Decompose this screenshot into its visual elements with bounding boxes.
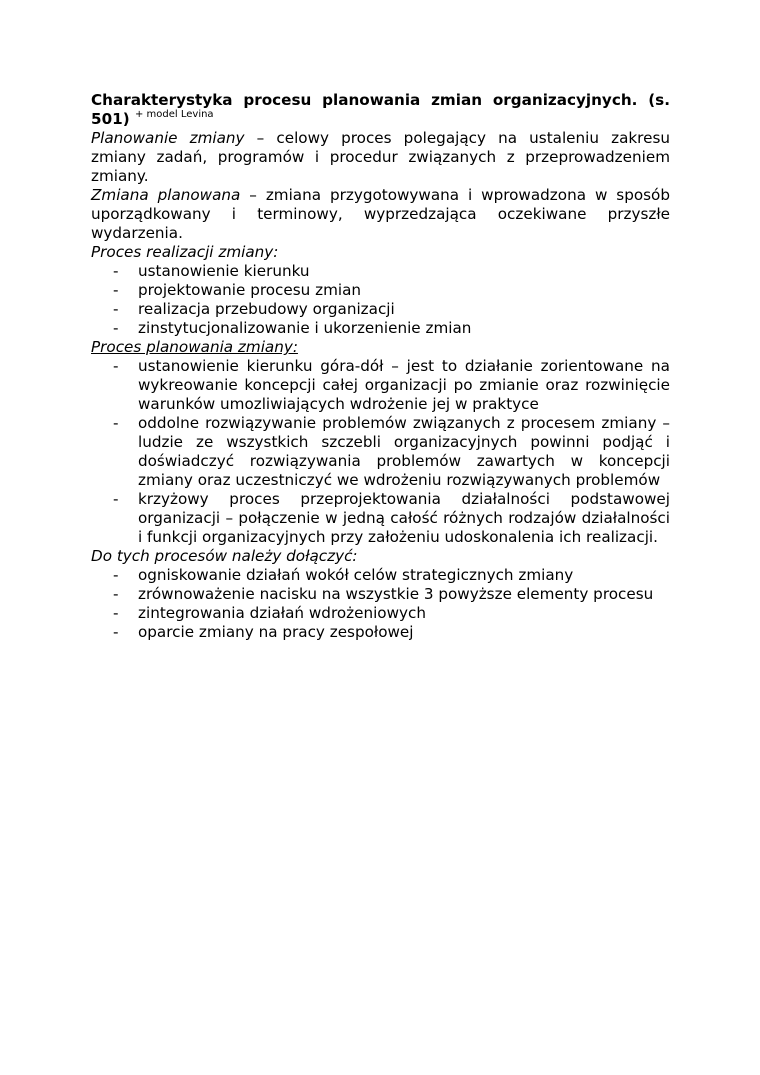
bullet-dash: - [113, 604, 119, 622]
list-item: - zintegrowania działań wdrożeniowych [113, 604, 426, 622]
bullet-dash: - [113, 262, 119, 280]
heading-superscript [135, 109, 214, 120]
list-item: - ustanowienie kierunku góra-dół – jest to działanie zorientowane na wykreowanie koncepcji całej organizacji po zmianie oraz rozwinięcie warunków umozliwiających wdrożenie jej w praktyce [113, 357, 670, 413]
definition-text: – zmiana przygotowywana i wprowadzona w sposób uporządkowany i terminowy, wyprzedzająca oczekiwane przyszłe wydarzenia. [91, 186, 670, 242]
document-heading [91, 91, 670, 129]
list-item: - krzyżowy proces przeprojektowania działalności podstawowej organizacji – połączenie w jedną całość różnych rodzajów działalności i funkcji organizacyjnych przy założeniu udoskonalenia ich realizacji. [113, 490, 670, 546]
section-title-realization: Proces realizacji zmiany: [91, 243, 279, 261]
bullet-dash: - [113, 281, 119, 299]
bullet-dash: - [113, 585, 119, 603]
definition-term: Zmiana planowana [91, 186, 241, 204]
realization-list [91, 262, 670, 338]
list-item: - realizacja przebudowy organizacji [113, 300, 395, 318]
bullet-dash: - [113, 300, 119, 318]
bullet-dash: - [113, 566, 119, 584]
superscript-plus: + [134, 109, 144, 120]
list-item: - oddolne rozwiązywanie problemów związanych z procesem zmiany – ludzie ze wszystkich szczebli organizacyjnych powinni podjąć i doświadczyć rozwiązywania problemów zawartych w koncepcji zmiany oraz uczestniczyć we wdrożeniu rozwiązywanych problemów [113, 414, 670, 489]
definition-planned-change [91, 186, 670, 243]
list-item: - ogniskowanie działań wokół celów strategicznych zmiany [113, 566, 574, 584]
definition-text: – celowy proces polegający na ustaleniu zakresu zmiany zadań, programów i procedur związanych z przeprowadzeniem zmiany. [91, 129, 670, 185]
additional-list [91, 566, 670, 642]
bullet-dash: - [113, 414, 119, 432]
list-item: - ustanowienie kierunku [113, 262, 310, 280]
bullet-dash: - [113, 357, 119, 375]
bullet-dash: - [113, 319, 119, 337]
bullet-dash: - [113, 490, 119, 508]
list-item: - zinstytucjonalizowanie i ukorzenienie zmian [113, 319, 472, 337]
section-title-additional: Do tych procesów należy dołączyć: [91, 547, 358, 565]
list-item: - projektowanie procesu zmian [113, 281, 362, 299]
definition-planning-change [91, 129, 670, 186]
definition-term: Planowanie zmiany [91, 129, 245, 147]
bullet-dash: - [113, 623, 119, 641]
section-title-planning: Proces planowania zmiany: [91, 338, 298, 356]
planning-list [91, 357, 670, 547]
list-item: - oparcie zmiany na pracy zespołowej [113, 623, 414, 641]
list-item: - zrównoważenie nacisku na wszystkie 3 powyższe elementy procesu [113, 585, 654, 603]
superscript-note: model Levina [146, 109, 214, 120]
document-page [91, 91, 670, 642]
heading-title: Charakterystyka procesu planowania zmian organizacyjnych. (s. 501) [91, 91, 670, 128]
